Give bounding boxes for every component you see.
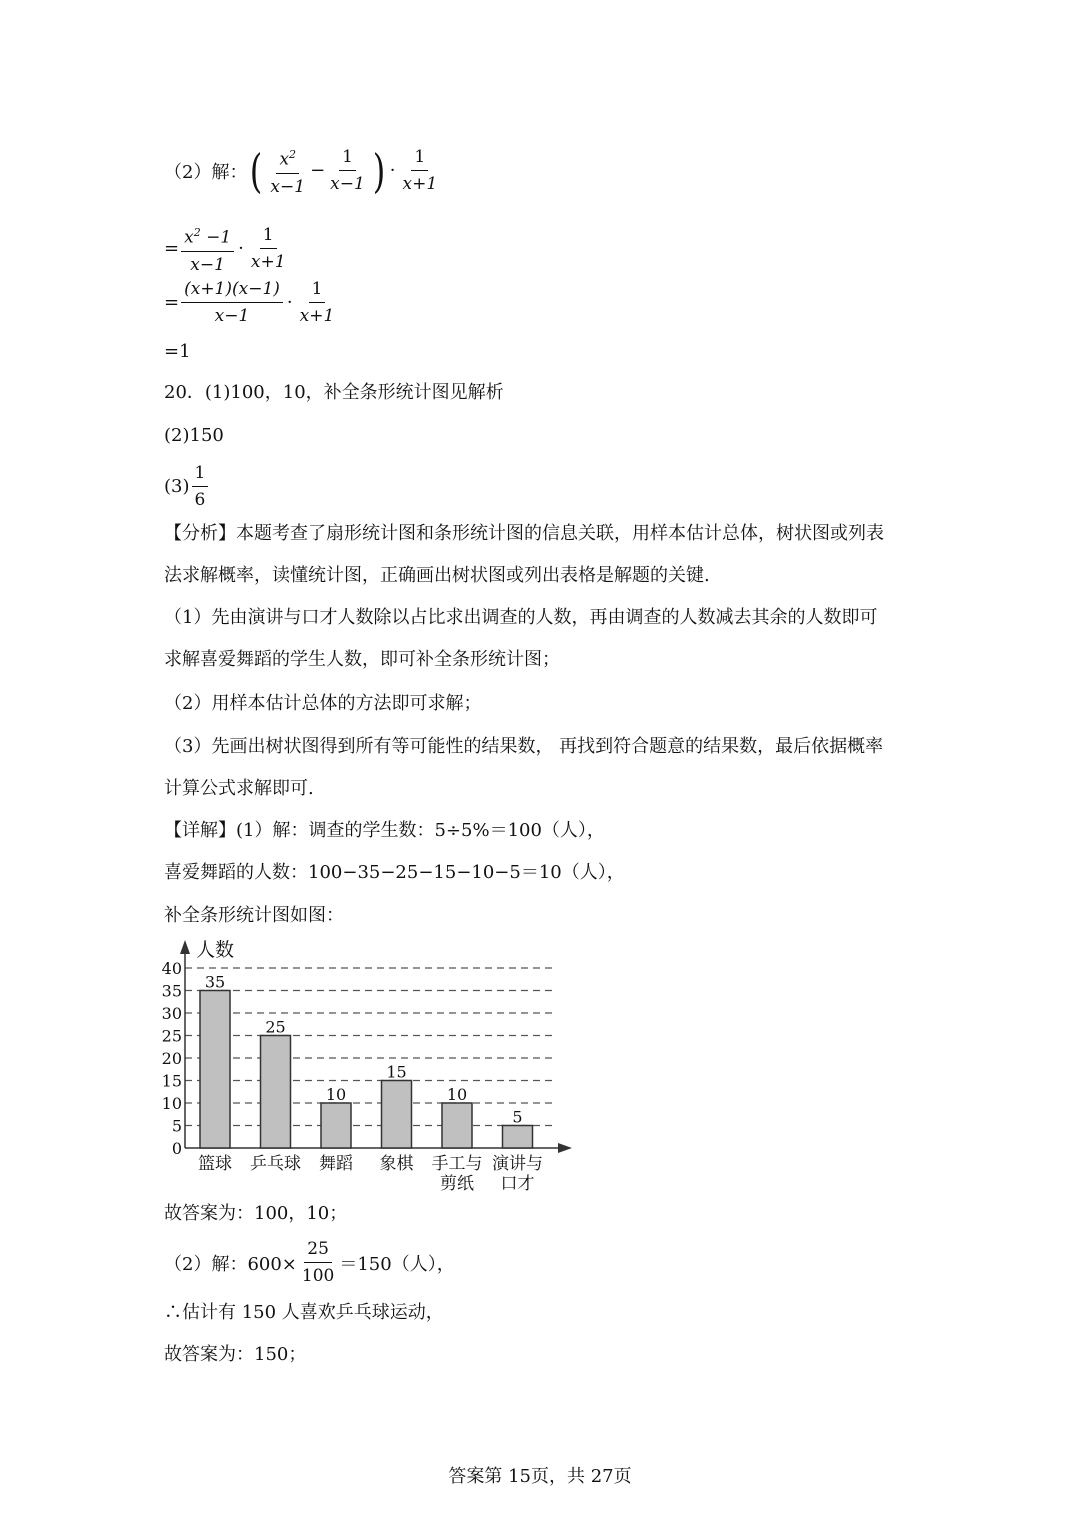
result-line: =1	[164, 341, 191, 362]
step2-line: （2）用样本估计总体的方法即可求解；	[164, 693, 482, 714]
page-footer: 答案第 15页，共 27页	[448, 1466, 632, 1487]
analysis-line-1: 【分析】本题考查了扇形统计图和条形统计图的信息关联，用样本估计总体，树状图或列表	[164, 523, 884, 544]
fraction-1-over-x-1: $\frac{1}{x-1}$	[330, 147, 365, 195]
bar-value-label: 35	[204, 972, 226, 992]
bar	[321, 1103, 351, 1148]
bar-value-label: 10	[446, 1085, 468, 1104]
y-tick-label: 5	[171, 1116, 182, 1136]
y-tick-label: 40	[161, 959, 182, 978]
part2-label: （2）解：	[164, 161, 248, 183]
bar	[503, 1126, 533, 1149]
step1-line-a: （1）先由演讲与口才人数除以占比求出调查的人数，再由调查的人数减去其余的人数即可	[164, 607, 878, 628]
y-tick-label: 10	[161, 1094, 182, 1113]
bar-value-label: 25	[265, 1017, 286, 1037]
q20-answer: 20．(1)100，10，补全条形统计图见解析	[164, 382, 504, 403]
q20-part3: (3) $\frac{1}{6}$	[164, 462, 210, 511]
category-label: 手工与	[431, 1154, 483, 1174]
bar-value-label: 10	[325, 1085, 347, 1104]
bar-value-label: 5	[512, 1107, 523, 1127]
fraction-1-over-x+1: $\frac{1}{x+1}$	[402, 147, 438, 195]
y-axis-label: 人数	[196, 939, 235, 961]
x-axis-arrow	[558, 1143, 572, 1153]
answer-line-2: 故答案为：150；	[164, 1344, 307, 1365]
step3-line-b: 计算公式求解即可.	[164, 778, 314, 799]
bar	[382, 1081, 412, 1149]
step1-line-b: 求解喜爱舞蹈的学生人数，即可补全条形统计图；	[164, 649, 560, 670]
calc2-expression: （2）解：600× $\frac{25}{100}$ ＝150（人），	[164, 1239, 455, 1286]
category-label: 剪纸	[440, 1174, 474, 1194]
category-label: 舞蹈	[319, 1154, 353, 1174]
answer-line-1: 故答案为：100，10；	[164, 1203, 348, 1224]
step3-line-a: （3）先画出树状图得到所有等可能性的结果数， 再找到符合题意的结果数，最后依据概率	[164, 736, 884, 757]
bar	[200, 991, 230, 1149]
category-label: 篮球	[198, 1154, 232, 1174]
y-tick-label: 15	[161, 1071, 182, 1091]
bar	[261, 1036, 291, 1149]
step-2-expression: = $\frac{x^2 -1}{x-1}$ · $\frac{1}{x+1}$	[164, 222, 291, 276]
y-tick-label: 30	[161, 1004, 182, 1023]
category-label: 乒乓球	[250, 1154, 301, 1174]
detail-line-1: 【详解】(1）解：调查的学生数：5÷5%＝100（人），	[164, 820, 605, 841]
y-tick-label: 25	[161, 1026, 182, 1046]
step-3-expression: = $\frac{(x+1)(x-1)}{x-1}$ · $\frac{1}{x+1}$	[164, 279, 335, 326]
category-label: 象棋	[379, 1154, 414, 1174]
y-tick-label: 0	[171, 1139, 182, 1158]
bar-chart	[150, 930, 590, 1200]
detail-line-2: 喜爱舞蹈的人数：100−35−25−15−10−5＝10（人），	[164, 862, 625, 883]
y-tick-label: 20	[161, 1049, 182, 1068]
part2-expression: （2）解： ( $\frac{x^2}{x-1}$ − $\frac{1}{x-1}$ ) · $\frac{1}{x+1}$	[164, 144, 442, 198]
bar-value-label: 15	[386, 1062, 407, 1082]
therefore-line: ∴估计有 150 人喜欢乒乓球运动，	[164, 1302, 444, 1323]
bar	[442, 1103, 472, 1148]
fraction-x2-over-x-1: $\frac{x^2}{x-1}$	[267, 144, 308, 198]
y-tick-label: 35	[161, 981, 182, 1001]
q20-part2: (2)150	[164, 425, 224, 446]
category-label: 口才	[500, 1174, 535, 1194]
category-label: 演讲与	[492, 1154, 543, 1174]
analysis-line-2: 法求解概率，读懂统计图，正确画出树状图或列出表格是解题的关键.	[164, 565, 710, 586]
detail-line-3: 补全条形统计图如图：	[164, 905, 344, 926]
y-axis-arrow	[180, 940, 190, 954]
